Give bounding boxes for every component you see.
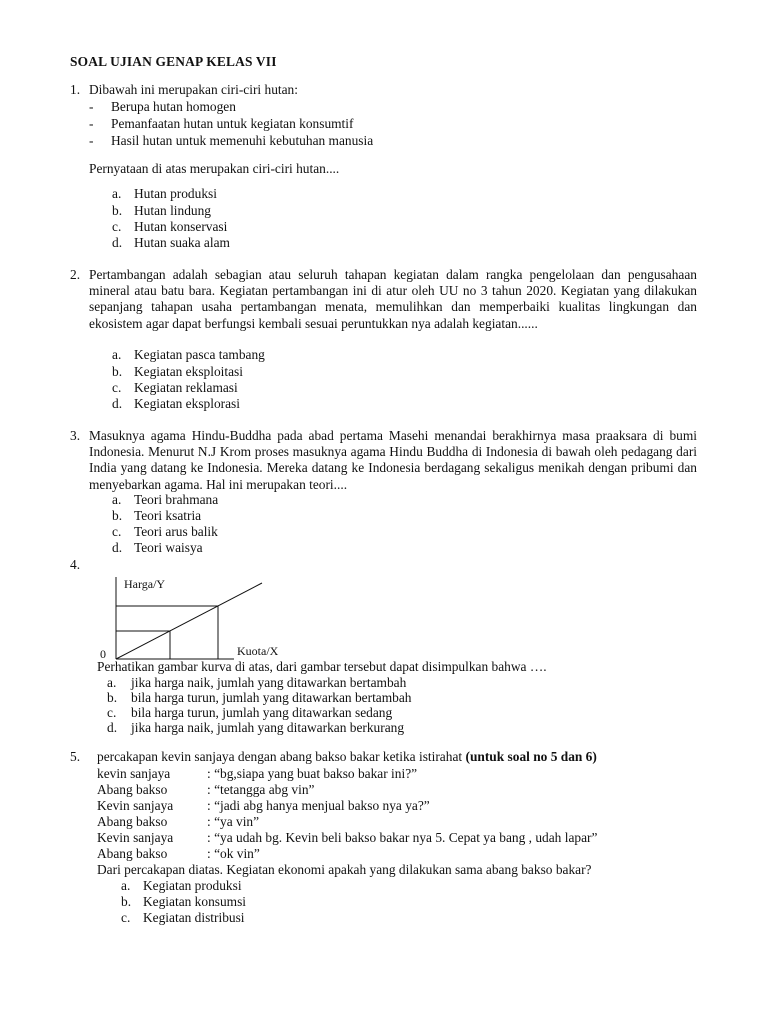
option-letter: d.	[112, 235, 123, 250]
dialogue-text: : “ya vin”	[207, 814, 260, 829]
question-1-option: Hutan suaka alam	[134, 235, 230, 250]
dialogue-line	[97, 830, 597, 846]
option-letter: c.	[107, 705, 117, 720]
question-5-number: 5.	[70, 749, 81, 764]
option-letter: a.	[121, 878, 131, 893]
dialogue-text: : “bg,siapa yang buat bakso bakar ini?”	[207, 766, 418, 781]
dialogue-line	[97, 766, 417, 782]
dialogue-line	[97, 782, 314, 798]
question-1-bullet: Berupa hutan homogen	[111, 99, 236, 114]
option-letter: a.	[107, 675, 117, 690]
question-4-number: 4.	[70, 557, 81, 572]
x-axis-label: Kuota/X	[237, 644, 279, 658]
option-letter: b.	[112, 203, 123, 218]
question-4-option: bila harga turun, jumlah yang ditawarkan bertambah	[131, 690, 412, 705]
option-letter: d.	[112, 396, 123, 411]
option-letter: d.	[107, 720, 118, 735]
question-2-option: Kegiatan eksploitasi	[134, 364, 243, 379]
option-letter: c.	[112, 380, 122, 395]
dialogue-speaker: Kevin sanjaya	[97, 798, 174, 813]
option-letter: c.	[112, 219, 122, 234]
question-5-option: Kegiatan produksi	[143, 878, 242, 893]
dialogue-line	[97, 814, 259, 830]
dialogue-speaker: kevin sanjaya	[97, 766, 171, 781]
bullet-mark: -	[89, 133, 94, 148]
page-title: SOAL UJIAN GENAP KELAS VII	[70, 54, 277, 69]
question-4-question: Perhatikan gambar kurva di atas, dari gambar tersebut dapat disimpulkan bahwa ….	[97, 659, 547, 674]
question-3-stem: Masuknya agama Hindu-Buddha pada abad pertama Masehi menandai berakhirnya masa praaksara di bumi Indonesia. Menurut N.J Krom proses masuknya agama Hindu Buddha di Indonesia di bawah oleh pedagang dari India yang datang ke Indonesia. Mereka datang ke Indonesia berdagang sekaligus menikah dengan pribumi dan menyebarkan agama. Hal ini merupakan teori....	[89, 428, 697, 492]
dialogue-text: : “ok vin”	[207, 846, 260, 861]
question-1-bullet: Pemanfaatan hutan untuk kegiatan konsumtif	[111, 116, 354, 131]
dialogue-line	[97, 846, 260, 862]
y-axis-label: Harga/Y	[124, 577, 166, 591]
option-letter: d.	[112, 540, 123, 555]
question-2-number: 2.	[70, 267, 81, 282]
option-letter: b.	[121, 894, 132, 909]
question-1-number: 1.	[70, 82, 81, 97]
question-1-question: Pernyataan di atas merupakan ciri-ciri hutan....	[89, 161, 340, 176]
origin-label: 0	[100, 647, 106, 661]
dialogue-text: : “ya udah bg. Kevin beli bakso bakar nya 5. Cepat ya bang , udah lapar”	[207, 830, 598, 845]
option-letter: b.	[112, 508, 123, 523]
question-3-option: Teori arus balik	[134, 524, 218, 539]
question-3-option: Teori brahmana	[134, 492, 219, 507]
question-5-intro	[97, 749, 597, 765]
dialogue-text: : “tetangga abg vin”	[207, 782, 315, 797]
bullet-mark: -	[89, 99, 94, 114]
question-3-option: Teori ksatria	[134, 508, 202, 523]
dialogue-line	[97, 798, 430, 814]
option-letter: b.	[107, 690, 118, 705]
question-1-option: Hutan konservasi	[134, 219, 228, 234]
question-2-option: Kegiatan reklamasi	[134, 380, 238, 395]
question-5-option: Kegiatan konsumsi	[143, 894, 247, 909]
question-4-option: bila harga turun, jumlah yang ditawarkan sedang	[131, 705, 393, 720]
question-5-question: Dari percakapan diatas. Kegiatan ekonomi apakah yang dilakukan sama abang bakso bakar?	[97, 862, 592, 877]
question-5-intro-note: (untuk soal no 5 dan 6)	[465, 749, 597, 764]
dialogue-speaker: Abang bakso	[97, 846, 168, 861]
option-letter: a.	[112, 492, 122, 507]
dialogue-speaker: Abang bakso	[97, 782, 168, 797]
question-2-option: Kegiatan pasca tambang	[134, 347, 265, 362]
question-4-option: jika harga naik, jumlah yang ditawarkan berkurang	[131, 720, 405, 735]
question-3-option: Teori waisya	[134, 540, 203, 555]
option-letter: c.	[112, 524, 122, 539]
option-letter: b.	[112, 364, 123, 379]
question-2-stem: Pertambangan adalah sebagian atau seluruh tahapan kegiatan dalam rangka pengelolaan dan pengusahaan mineral atau batu bara. Kegiatan pertambangan ini di atur oleh UU no 3 tahun 2020. Kegiatan yang dilakukan sepanjang tahapan usaha pertambangan menata, memulihkan dan memperbaiki kualitas lingkungan dan ekosistem agar dapat berfungsi kembali sesuai peruntukkan nya adalah kegiatan......	[89, 267, 697, 331]
question-2-option: Kegiatan eksplorasi	[134, 396, 240, 411]
question-4-option: jika harga naik, jumlah yang ditawarkan bertambah	[131, 675, 407, 690]
question-1-stem: Dibawah ini merupakan ciri-ciri hutan:	[89, 82, 298, 97]
question-1-bullet: Hasil hutan untuk memenuhi kebutuhan manusia	[111, 133, 374, 148]
question-5-intro-text: percakapan kevin sanjaya dengan abang bakso bakar ketika istirahat	[97, 749, 463, 764]
option-letter: c.	[121, 910, 131, 925]
dialogue-speaker: Abang bakso	[97, 814, 168, 829]
option-letter: a.	[112, 347, 122, 362]
question-3-number: 3.	[70, 428, 81, 443]
question-1-option: Hutan produksi	[134, 186, 217, 201]
question-5-option: Kegiatan distribusi	[143, 910, 245, 925]
bullet-mark: -	[89, 116, 94, 131]
dialogue-text: : “jadi abg hanya menjual bakso nya ya?”	[207, 798, 430, 813]
supply-curve-graph	[96, 573, 306, 665]
question-1-option: Hutan lindung	[134, 203, 211, 218]
option-letter: a.	[112, 186, 122, 201]
dialogue-speaker: Kevin sanjaya	[97, 830, 174, 845]
